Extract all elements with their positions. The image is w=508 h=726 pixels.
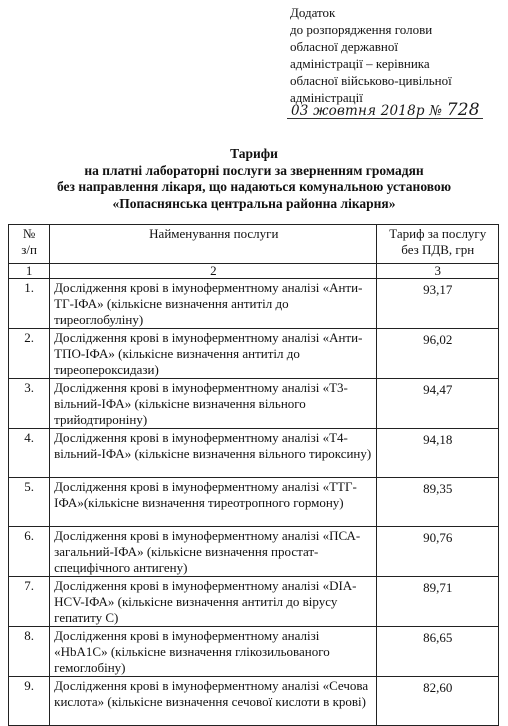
signature-underline (287, 118, 483, 119)
row-price: 89,71 (377, 577, 499, 627)
row-service-name: Дослідження крові в імуноферментному аналізі «ПСА-загальний-ІФА» (кількісне визначення простат-специфічного антигену) (50, 527, 377, 577)
table-row (9, 478, 499, 527)
row-num: 4. (9, 429, 50, 478)
column-number-row (9, 264, 499, 279)
column-number: 3 (377, 264, 499, 279)
table-row (9, 577, 499, 627)
handwritten-date: 03 жовтня 2018р (291, 103, 425, 119)
table-header-row (9, 225, 499, 264)
addendum-line: до розпорядження голови (290, 22, 433, 37)
row-price: 89,35 (377, 478, 499, 527)
addendum-line: обласної військово-цивільної (290, 73, 452, 88)
addendum-line: Додаток (290, 5, 336, 20)
row-num: 3. (9, 379, 50, 429)
addendum-line: обласної державної (290, 39, 398, 54)
row-service-name: Дослідження крові в імуноферментному аналізі «Т3-вільний-ІФА» (кількісне визначення вільного трийодтироніну) (50, 379, 377, 429)
row-price: 90,76 (377, 527, 499, 577)
row-price: 86,65 (377, 627, 499, 677)
heading-line: «Попаснянська центральна районна лікарня» (112, 195, 396, 211)
row-num: 5. (9, 478, 50, 527)
table-row (9, 429, 499, 478)
row-num: 1. (9, 279, 50, 329)
table-row (9, 677, 499, 726)
row-service-name: Дослідження крові в імуноферментному аналізі «HbA1C» (кількісне визначення глікозильованого гемоглобіну) (50, 627, 377, 677)
row-num: 8. (9, 627, 50, 677)
table-row (9, 379, 499, 429)
header-price-line1: Тариф за послугу (389, 226, 487, 241)
row-price: 93,17 (377, 279, 499, 329)
header-price (377, 225, 499, 264)
table-row (9, 329, 499, 379)
addendum-line: адміністрації (290, 90, 363, 105)
table-row (9, 279, 499, 329)
heading-line: без направлення лікаря, що надаються комунальною установою (56, 179, 452, 194)
addendum-block (290, 4, 500, 106)
addendum-line: адміністрації – керівника (290, 56, 430, 71)
row-price: 94,18 (377, 429, 499, 478)
number-sign: № (429, 103, 443, 119)
table-row (9, 527, 499, 577)
header-name: Найменування послуги (50, 225, 377, 264)
document-heading (0, 146, 508, 212)
header-num (9, 225, 50, 264)
row-num: 9. (9, 677, 50, 726)
row-service-name: Дослідження крові в імуноферментному аналізі «Анти-ТГ-ІФА» (кількісне визначення антитіл до тиреоглобуліну) (50, 279, 377, 329)
handwritten-number: 728 (446, 100, 480, 120)
tariff-table (8, 224, 499, 726)
row-service-name: Дослідження крові в імуноферментному аналізі «Сечова кислота» (кількісне визначення сечової кислоти в крові) (50, 677, 377, 726)
row-num: 2. (9, 329, 50, 379)
header-price-line2: без ПДВ, грн (401, 242, 475, 257)
column-number: 1 (9, 264, 50, 279)
handwritten-date-number (291, 100, 480, 120)
column-number: 2 (50, 264, 377, 279)
row-num: 7. (9, 577, 50, 627)
heading-line: на платні лабораторні послуги за зверненням громадян (84, 162, 424, 178)
row-price: 96,02 (377, 329, 499, 379)
row-price: 82,60 (377, 677, 499, 726)
header-num-line2: з/п (21, 242, 37, 257)
row-service-name: Дослідження крові в імуноферментному аналізі «DIA-HCV-ІФА» (кількісне визначення антитіл до вірусу гепатиту С) (50, 577, 377, 627)
row-num: 6. (9, 527, 50, 577)
row-price: 94,47 (377, 379, 499, 429)
row-service-name: Дослідження крові в імуноферментному аналізі «ТТГ-ІФА»(кількісне визначення тиреотропного гормону) (50, 478, 377, 527)
row-service-name: Дослідження крові в імуноферментному аналізі «Т4-вільний-ІФА» (кількісне визначення вільного тироксину) (50, 429, 377, 478)
row-service-name: Дослідження крові в імуноферментному аналізі «Анти-ТПО-ІФА» (кількісне визначення антитіл до тиреопероксидази) (50, 329, 377, 379)
table-row (9, 627, 499, 677)
header-num-line1: № (22, 226, 36, 241)
heading-title: Тарифи (230, 146, 278, 161)
